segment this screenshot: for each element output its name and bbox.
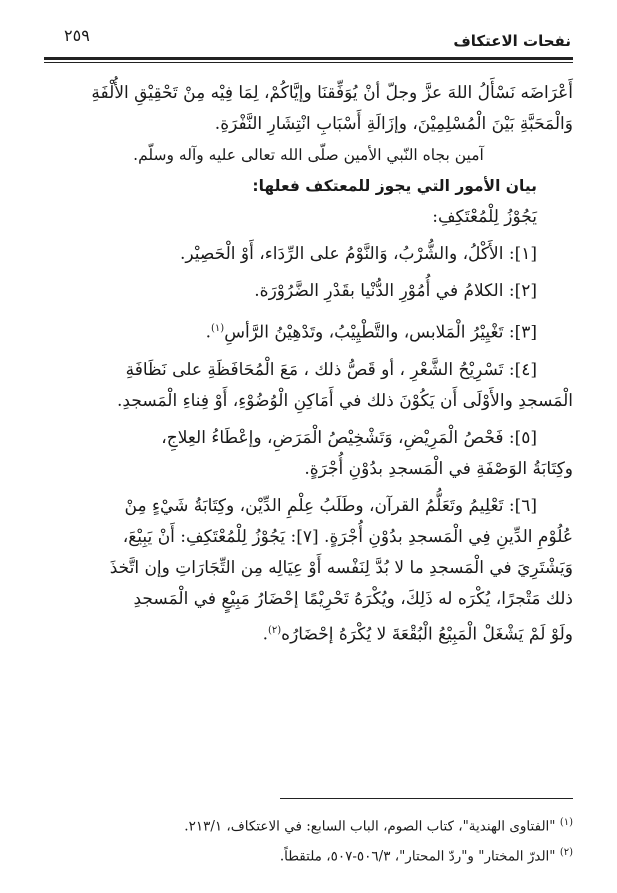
footnote-separator (280, 798, 573, 799)
intro-line-1: أَعْرَاضَه نَسْأَلُ اللهَ عزَّ وجلّ أنْ يُوَفِّقنَا وإيَّاكُمْ، لِمَا فِيْه مِنْ تَحْقِيْقِ الأُلْفَةِ (91, 83, 573, 103)
item-4-line-1: [٤]: تَسْرِيْحُ الشَّعْرِ ، أو قَصُّ ذلك ، مَعَ الْمُحَافَظَةِ على نَظَافَةِ (125, 359, 537, 380)
footnote-ref-1[interactable]: (١) (211, 323, 225, 334)
item-7-text: ولَوْ لَمْ يَشْغَلْ الْمَبِيْعُ الْبُقْعَةَ لا يُكْرَهُ إحْضَارُه (281, 624, 573, 645)
lead-line: يَجُوْزُ لِلْمُعْتَكِفِ: (432, 207, 537, 227)
main-text (44, 78, 573, 650)
dua-line: آمين بجاه النّبي الأمين صلّى الله تعالى عليه وآله وسلّم. (133, 146, 484, 164)
footnote-text-2: "الدرّ المختار" و"ردّ المحتار"، ٥٠٦/٣-٥٠٧، ملتقطاً. (279, 848, 556, 864)
footnote-mark-2: (٢) (559, 846, 573, 858)
footnote-ref-2[interactable]: (٢) (267, 624, 282, 636)
item-3-end: . (205, 322, 212, 343)
item-3-text: [٣]: تَغْيِيْرُ الْمَلابس، والتَّطْيِيْبُ، وتَدْهِيْنُ الرَّأسِ (224, 322, 537, 343)
footnote-mark-1: (١) (559, 817, 573, 828)
running-header-title: نفحات الاعتكاف (453, 32, 571, 50)
footnote-2 (44, 840, 573, 870)
item-3 (44, 313, 573, 349)
section-heading: بيان الأمور التي يجوز للمعتكف فعلها: (252, 177, 537, 195)
footnote-text-1: "الفتاوى الهندية"، كتاب الصوم، الباب السابع: في الاعتكاف، ٢١٣/١. (184, 818, 556, 835)
item-1: [١]: الأَكْلُ، والشُّرْبُ، وَالنَّوْمُ على الرِّدَاء، أَوْ الْحَصِيْر. (179, 244, 537, 264)
item-7-line-3: وَيَشْتَرِيَ في الْمَسجدِ ما لا بُدَّ لِنَفْسه أَوْ عِيَالِه مِن التِّجَارَاتِ وإن اتَّخذَ (109, 557, 573, 578)
header-rule-thick (44, 57, 573, 60)
footnote-1 (44, 810, 573, 840)
intro-line-2: وَالْمَحَبَّةِ بَيْنَ الْمُسْلِمِيْنَ، وإزَالَةِ أَسْبَابِ انْتِشَارِ النَّفْرَةِ. (214, 114, 573, 134)
header-rule-thin (44, 62, 573, 63)
item-6-line-2: عُلُوْمِ الدِّينِ فِي الْمَسجدِ بدُوْنِ أُجْرَةٍ. [٧]: يَجُوْزُ لِلْمُعْتَكِفِ: أَنْ يَبِيْعَ، (122, 526, 573, 547)
item-7-line-5 (44, 615, 573, 651)
footnotes (44, 810, 573, 869)
page-number: ٢٥٩ (64, 26, 90, 45)
item-5-line-1: [٥]: فَحْصُ الْمَرِيْضِ، وَتَشْخِيْصُ الْمَرَضِ، وإعْطَاءُ العِلاجِ، (161, 427, 537, 448)
item-7-line-4: ذلك مَتْجرًا، يُكْرَه له ذَلِكَ، ويُكْرَهُ تَحْرِيْمًا إحْضَارُ مَبِيْعٍ في الْمَسجدِ (133, 588, 573, 609)
item-6-line-1: [٦]: تَعْلِيمُ وتَعَلُّمُ القرآن، وطَلَبُ عِلْمِ الدِّيْن، وكِتَابَةُ شَيْءٍ مِنْ (124, 495, 537, 516)
item-2: [٢]: الكلامُ في أُمُوْرِ الدُّنْيا بقَدْرِ الضَّرُوْرَة. (254, 281, 537, 301)
item-5-line-2: وكِتَابَةُ الوَصْفَةِ في الْمَسجدِ بدُوْنِ أُجْرَةٍ. (304, 458, 573, 479)
item-4-line-2: الْمَسجدِ والأَوْلَى أَن يَكُوْنَ ذلك في أَمَاكِنِ الْوُضُوْءِ، أَوْ فِناءِ الْمَسجدِ. (117, 390, 573, 411)
item-7-end: . (262, 624, 268, 645)
